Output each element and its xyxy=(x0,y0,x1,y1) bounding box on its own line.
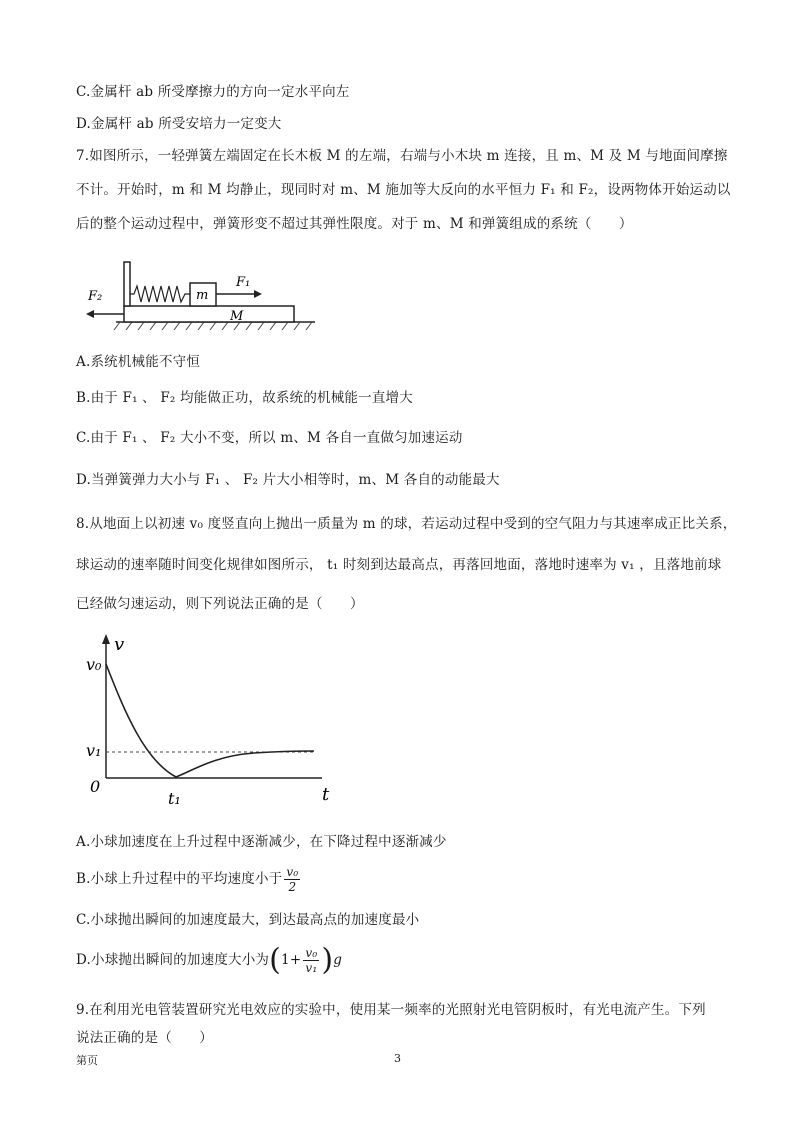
q8-graph-t-label: t xyxy=(322,784,330,805)
q8-option-d-one: 1+ xyxy=(281,952,302,968)
q6-option-c: C.金属杆 ab 所受摩擦力的方向一定水平向左 xyxy=(76,84,350,100)
q7-option-d: D.当弹簧弹力大小与 F₁ 、 F₂ 片大小相等时，m、M 各自的动能最大 xyxy=(76,472,500,488)
q8-stem-line3: 已经做匀速运动，则下列说法正确的是（ ） xyxy=(76,596,364,612)
q8-stem-line2: 球运动的速率随时间变化规律如图所示， t₁ 时刻到达最高点，再落回地面，落地时速率为 v₁ ，且落地前球 xyxy=(76,557,722,573)
q8-option-d-text: D.小球抛出瞬间的加速度大小为 xyxy=(76,952,270,968)
page-number: 3 xyxy=(394,1052,401,1065)
q8-graph-v1-label: v₁ xyxy=(86,741,102,760)
q8-option-b-numerator: v₀ xyxy=(286,865,299,879)
q7-fig-f2-label: F₂ xyxy=(88,289,103,304)
footer-left: 第页 xyxy=(76,1054,98,1067)
q7-stem-line2: 不计。开始时，m 和 M 均静止，现同时对 m、M 施加等大反向的水平恒力 F₁ 和 F₂，设两物体开始运动以 xyxy=(76,182,731,198)
q8-option-a: A.小球加速度在上升过程中逐渐减少，在下降过程中逐渐减少 xyxy=(76,834,447,850)
q8-option-b-fraction xyxy=(284,865,300,894)
q9-stem-line2: 说法正确的是（ ） xyxy=(76,1030,213,1046)
q9-stem-line1: 9.在利用光电管装置研究光电效应的实验中，使用某一频率的光照射光电管阴板时，有光电流产生。下列 xyxy=(76,1002,706,1018)
q8-option-d-numerator: v₀ xyxy=(305,946,318,960)
q8-graph-v-label: v xyxy=(114,634,125,655)
q8-stem-line1: 8.从地面上以初速 v₀ 度竖直向上抛出一质量为 m 的球，若运动过程中受到的空气阻力与其速率成正比关系， xyxy=(76,516,737,532)
q8-velocity-graph xyxy=(84,630,344,830)
q7-spring-figure xyxy=(80,256,320,336)
q8-option-b-text: B.小球上升过程中的平均速度小于 xyxy=(76,871,283,887)
q8-graph-t1-label: t₁ xyxy=(168,789,181,808)
q7-fig-M-label: M xyxy=(230,309,244,324)
q7-option-a: A.系统机械能不守恒 xyxy=(76,354,201,370)
q7-stem-line3: 后的整个运动过程中，弹簧形变不超过其弹性限度。对于 m、M 和弹簧组成的系统（ ） xyxy=(76,216,633,232)
q8-option-d-g: g xyxy=(333,952,343,968)
q6-option-d: D.金属杆 ab 所受安培力一定变大 xyxy=(76,116,282,132)
q8-option-d: D.小球抛出瞬间的加速度大小为(1+ $\frac{\text{v₀}}{\text{v₁}}$ )g xyxy=(76,942,343,978)
q7-fig-m-label: m xyxy=(196,288,209,303)
q7-fig-f1-label: F₁ xyxy=(236,275,251,290)
q8-option-b xyxy=(76,862,302,896)
q8-option-d-fraction xyxy=(303,946,319,975)
q7-stem-line1: 7.如图所示，一轻弹簧左端固定在长木板 M 的左端，右端与小木块 m 连接，且 m、M 及 M 与地面间摩擦 xyxy=(76,148,728,164)
q7-option-b: B.由于 F₁ 、 F₂ 均能做正功，故系统的机械能一直增大 xyxy=(76,390,413,406)
q8-graph-v0-label: v₀ xyxy=(86,655,102,674)
q8-option-b-denominator: 2 xyxy=(288,880,297,894)
q7-option-c: C.由于 F₁ 、 F₂ 大小不变，所以 m、M 各自一直做匀加速运动 xyxy=(76,430,463,446)
q8-option-c: C.小球抛出瞬间的加速度最大，到达最高点的加速度最小 xyxy=(76,912,420,928)
q8-option-d-denominator: v₁ xyxy=(305,961,318,975)
q8-graph-origin-label: 0 xyxy=(90,777,101,796)
